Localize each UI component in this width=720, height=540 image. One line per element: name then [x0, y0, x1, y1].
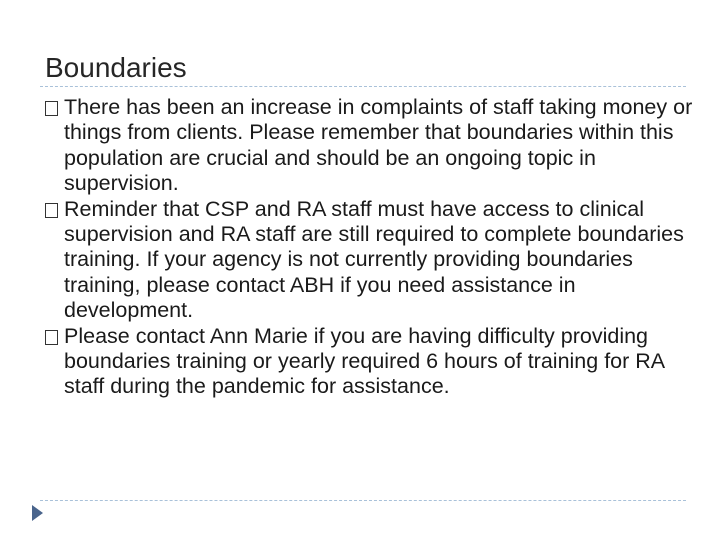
title-divider — [40, 86, 686, 87]
bullet-text: There has been an increase in complaints of staff taking money or things from clients. Please remember that boundaries within this population are crucial and should be an ongoing topic in supervision. — [64, 95, 693, 196]
bullet-list — [40, 95, 700, 400]
bullet-item — [40, 324, 700, 400]
footer-divider — [40, 500, 686, 501]
bullet-text: Reminder that CSP and RA staff must have access to clinical supervision and RA staff are still required to complete boundaries training. If your agency is not currently providing boundaries training, please contact ABH if you need assistance in development. — [64, 196, 684, 323]
bullet-text: Please contact Ann Marie if you are having difficulty providing boundaries training or yearly required 6 hours of training for RA staff during the pandemic for assistance. — [64, 323, 664, 399]
checkbox-bullet-icon — [45, 330, 58, 345]
checkbox-bullet-icon — [45, 203, 58, 218]
checkbox-bullet-icon — [45, 101, 58, 116]
slide-title: Boundaries — [45, 52, 187, 83]
bullet-item — [40, 197, 700, 324]
bullet-item — [40, 95, 700, 197]
triangle-arrow-icon — [32, 505, 43, 521]
